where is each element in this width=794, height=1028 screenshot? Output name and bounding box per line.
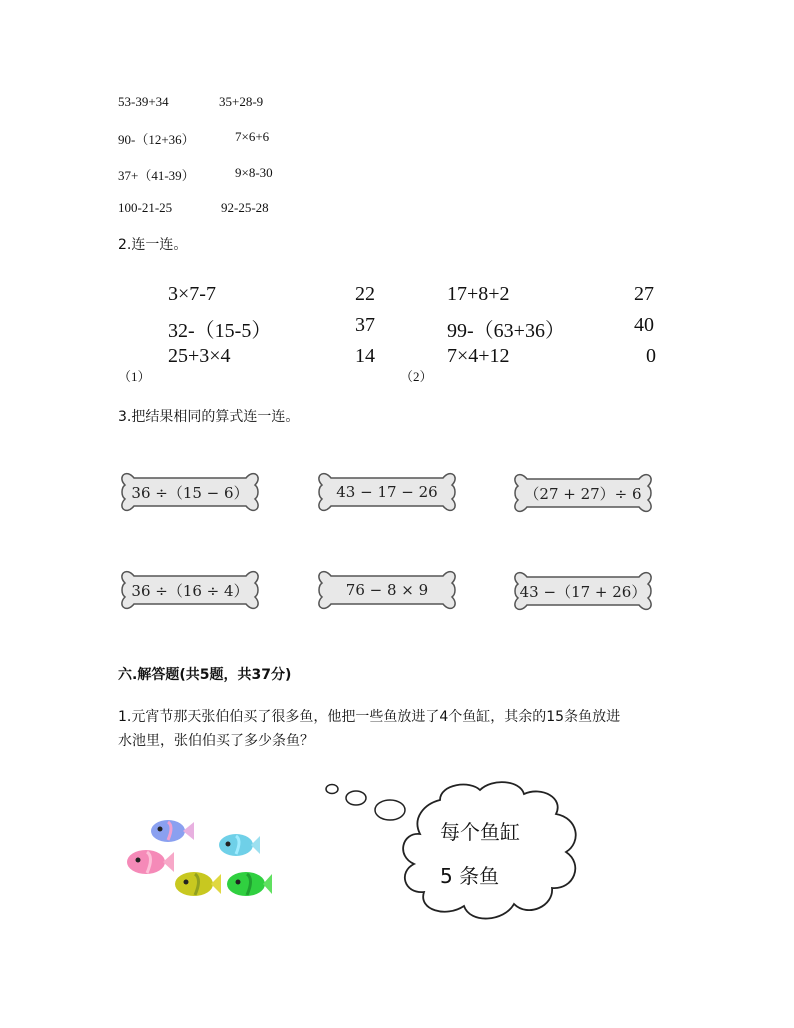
expression: 9×8-30 — [235, 165, 273, 180]
expression: 25+3×4 — [168, 345, 231, 367]
bone-expression: （27 + 27）÷ 6 — [524, 484, 642, 503]
bone-expression: 43 −（17 + 26） — [519, 582, 647, 601]
fish-illustration — [122, 812, 282, 912]
expression: 100-21-25 — [118, 200, 173, 215]
bone-expression: 36 ÷（15 − 6） — [131, 483, 249, 502]
result: 27 — [634, 283, 654, 305]
expression: 37+（41-39） — [118, 168, 195, 183]
expression: 90-（12+36） — [118, 132, 195, 147]
bone-card[interactable] — [317, 563, 457, 617]
expression: 3×7-7 — [168, 283, 216, 305]
exercise3-title: 3.把结果相同的算式连一连。 — [118, 409, 300, 425]
result: 0 — [646, 345, 656, 367]
cloud-text-line1: 每个鱼缸 — [440, 820, 520, 844]
expression: 7×6+6 — [235, 129, 270, 144]
group-label: （1） — [118, 369, 151, 384]
bone-card[interactable] — [120, 465, 260, 519]
bone-expression: 76 − 8 × 9 — [345, 581, 429, 599]
thought-bubble-icon — [320, 778, 600, 928]
result: 22 — [355, 283, 375, 305]
cloud-text-line2: 5 条鱼 — [440, 864, 500, 888]
bone-expression: 36 ÷（16 ÷ 4） — [131, 581, 249, 600]
expression: 99-（63+36） — [447, 320, 565, 342]
expression: 92-25-28 — [221, 200, 269, 215]
question-text-line1: 1.元宵节那天张伯伯买了很多鱼，他把一些鱼放进了4个鱼缸，其余的15条鱼放进 — [118, 709, 621, 725]
result: 14 — [355, 345, 375, 367]
section-heading: 六.解答题(共5题，共37分) — [118, 667, 292, 683]
result: 37 — [355, 314, 375, 336]
expression: 32-（15-5） — [168, 320, 272, 342]
bone-card[interactable] — [513, 466, 653, 520]
bone-card[interactable] — [120, 563, 260, 617]
expression: 53-39+34 — [118, 94, 169, 109]
question-text-line2: 水池里，张伯伯买了多少条鱼？ — [118, 733, 314, 749]
expression: 17+8+2 — [447, 283, 510, 305]
bone-card[interactable] — [513, 564, 653, 618]
result: 40 — [634, 314, 654, 336]
fish-icon — [122, 812, 282, 912]
thought-cloud — [320, 778, 600, 928]
bone-expression: 43 − 17 − 26 — [336, 483, 438, 501]
exercise2-title: 2.连一连。 — [118, 237, 188, 253]
group-label: （2） — [400, 369, 433, 384]
expression: 35+28-9 — [219, 94, 264, 109]
bone-card[interactable] — [317, 465, 457, 519]
expression: 7×4+12 — [447, 345, 510, 367]
